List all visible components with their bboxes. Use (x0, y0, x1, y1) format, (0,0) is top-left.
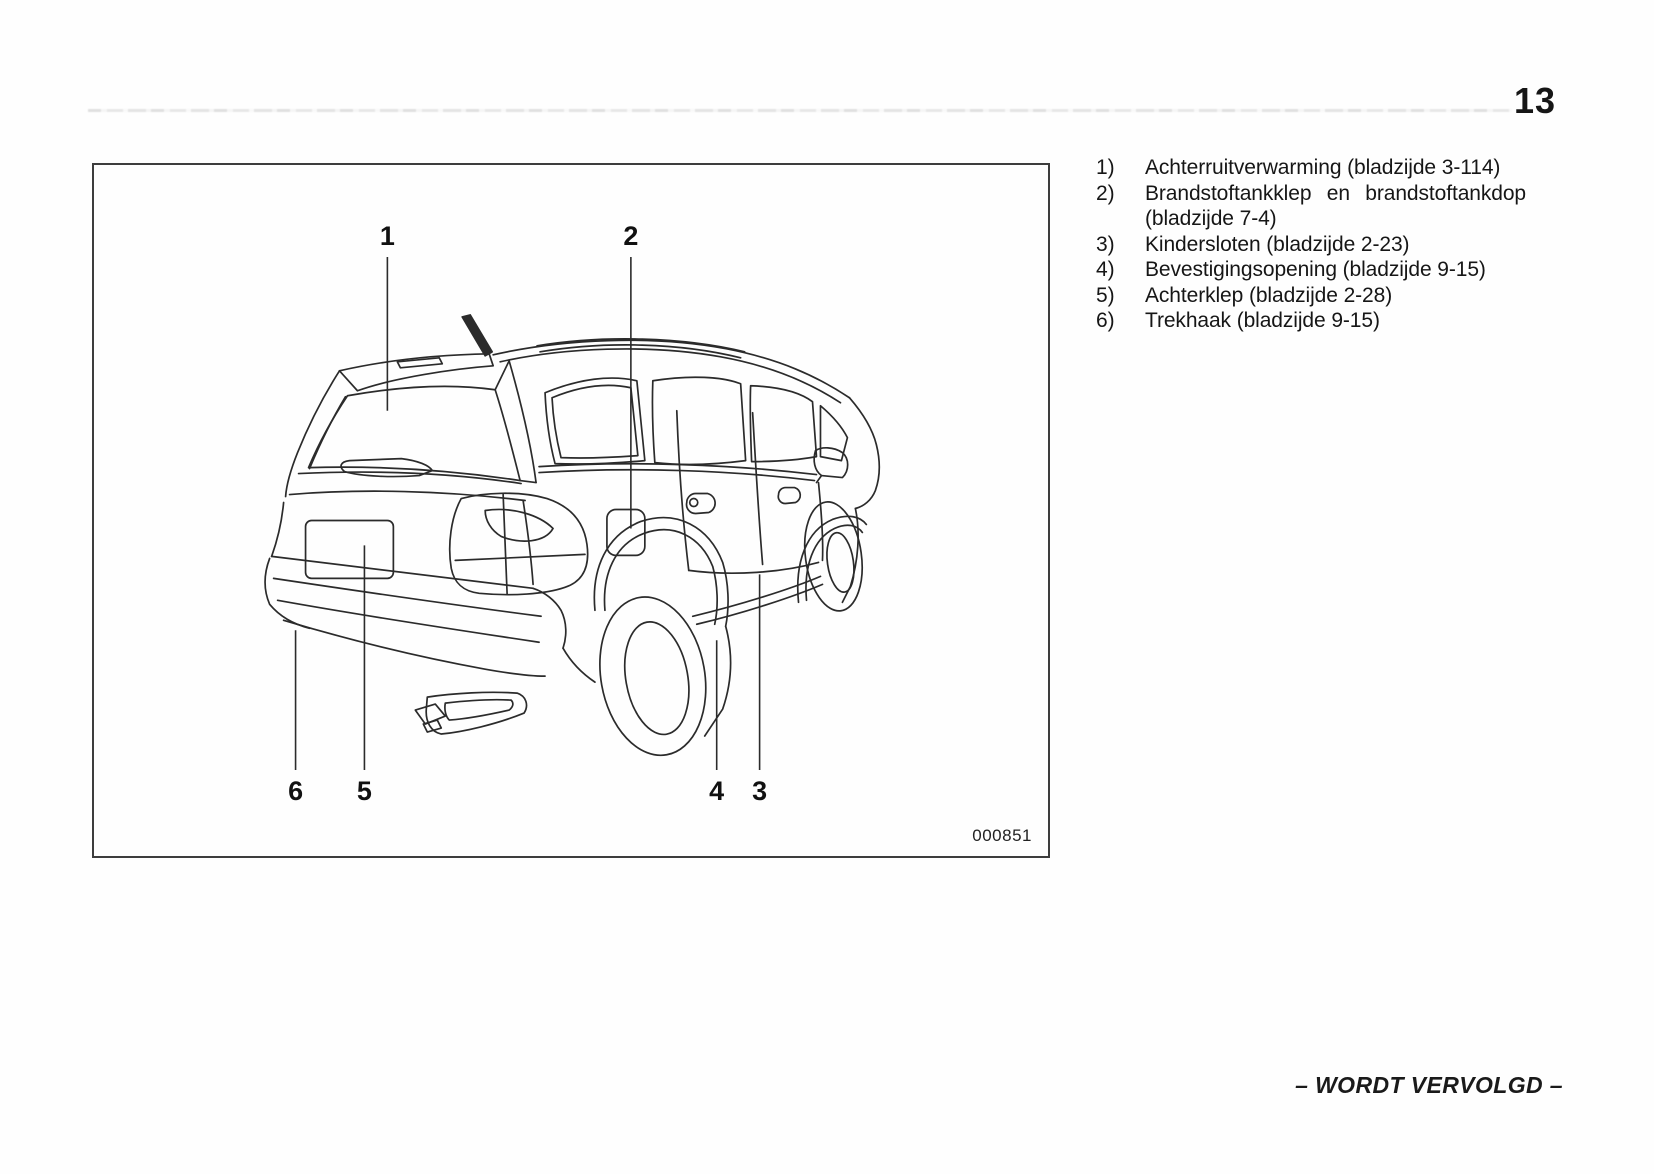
callout-label: 2 (623, 221, 639, 252)
legend-item-text (1145, 232, 1526, 258)
figure-box (92, 163, 1050, 858)
front-wheel (798, 498, 869, 614)
legend-item (1096, 155, 1526, 181)
legend-item-number: 6) (1096, 309, 1115, 332)
legend-item-text (1145, 181, 1526, 232)
legend-item (1096, 283, 1526, 309)
legend-item-text (1145, 155, 1526, 181)
rear-wheel (588, 518, 731, 764)
legend-line: Trekhaak (bladzijde 9-15) (1145, 309, 1380, 332)
doors (539, 411, 823, 625)
callout-label: 1 (379, 221, 395, 252)
figure-code: 000851 (972, 826, 1032, 845)
legend-item-text (1145, 283, 1526, 309)
legend-item-number: 3) (1096, 232, 1115, 256)
legend-item-text (1145, 308, 1526, 334)
legend-line: Achterruitverwarming (bladzijde 3-114) (1145, 156, 1501, 179)
legend-item-number: 2) (1096, 181, 1115, 205)
legend-item (1096, 257, 1526, 283)
legend-item (1096, 308, 1526, 334)
front-fender (842, 398, 879, 603)
fuel-filler-door (607, 510, 645, 556)
side-mirror (814, 448, 848, 483)
legend-line: Bevestigingsopening (bladzijde 9-15) (1145, 258, 1486, 281)
legend (1096, 155, 1526, 334)
continuation-notice: – WORDT VERVOLGD – (1295, 1072, 1563, 1098)
rear-bumper (265, 556, 595, 682)
callout-label: 5 (356, 775, 372, 806)
legend-item-number: 1) (1096, 156, 1115, 179)
legend-line: Brandstoftankklep en brandstoftankdop (1145, 181, 1526, 205)
vehicle-illustration (94, 165, 1048, 856)
legend-item-number: 4) (1096, 258, 1115, 281)
legend-item-text (1145, 257, 1526, 283)
legend-line: Kindersloten (bladzijde 2-23) (1145, 232, 1410, 256)
legend-item-number: 5) (1096, 283, 1115, 307)
tailgate (272, 371, 533, 585)
legend-line: Achterklep (bladzijde 2-28) (1145, 283, 1393, 307)
callout-label: 4 (709, 775, 725, 806)
antenna-icon (462, 315, 492, 356)
callout-label: 6 (288, 775, 304, 806)
legend-line: (bladzijde 7-4) (1145, 207, 1277, 230)
car-drawing (265, 315, 879, 764)
page-number: 13 (1514, 80, 1557, 121)
rear-door-handle (687, 494, 716, 514)
header-rule (88, 109, 1512, 112)
roof-spoiler (339, 354, 493, 391)
front-door-handle (778, 488, 800, 504)
callout-label: 3 (752, 775, 768, 806)
legend-item (1096, 232, 1526, 258)
taillight (450, 493, 588, 594)
side-windows (545, 377, 847, 464)
legend-item (1096, 181, 1526, 232)
